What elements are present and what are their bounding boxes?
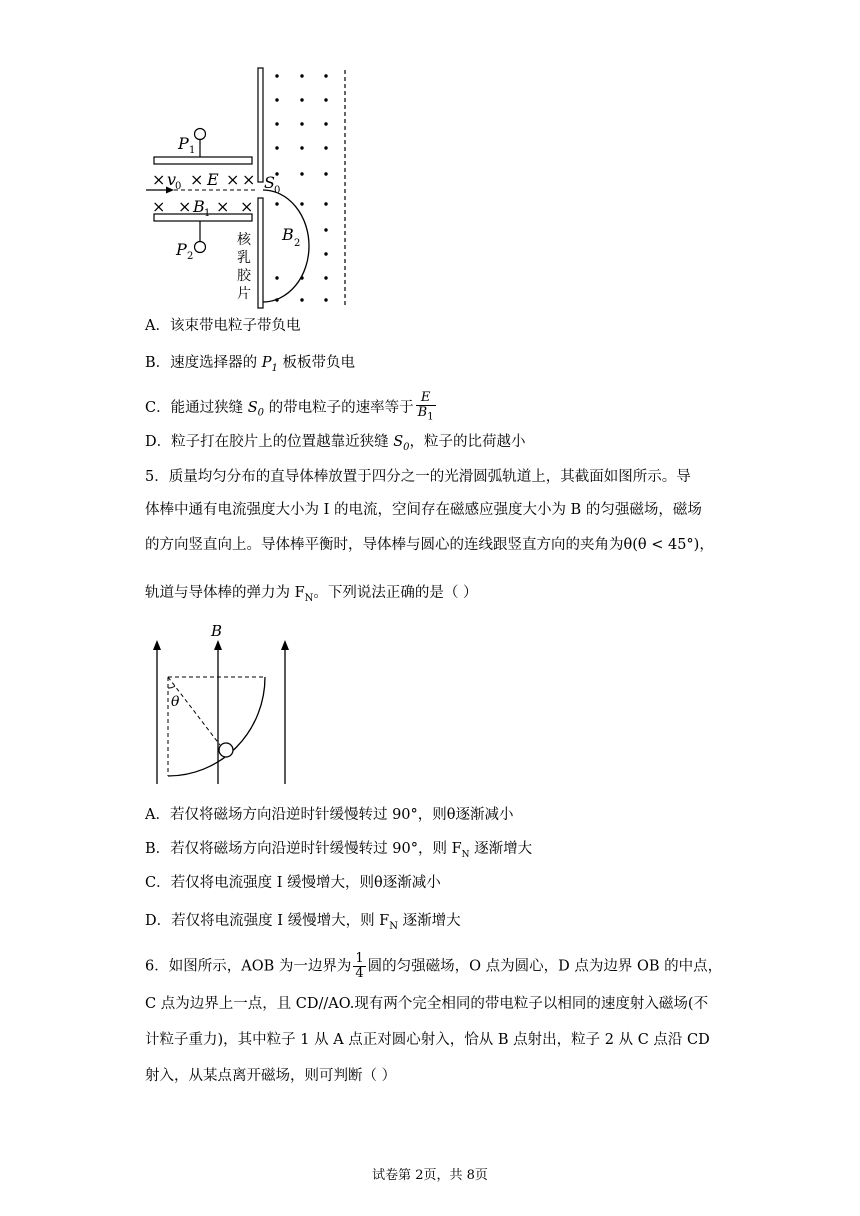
q6-stem-line-4: 射入，从某点离开磁场，则可判断（ ） <box>145 1068 397 1084</box>
cross-mark: × <box>226 170 240 189</box>
p1-label-sub: 1 <box>189 145 196 156</box>
b2-label: B <box>282 225 294 244</box>
field-b-label: B <box>211 622 223 640</box>
b1-label: B <box>193 197 205 216</box>
q6-stem-line-2: C 点为边界上一点，且 CD//AO.现有两个完全相同的带电粒子以相同的速度射入磁场(不 <box>145 996 709 1012</box>
speed-fraction: $\frac{E}{B_1}$ <box>417 390 434 423</box>
p1-label: P <box>178 134 189 153</box>
q5-stem-line-4: 轨道与导体棒的弹力为 $F_N$。下列说法正确的是（ ） <box>145 585 478 604</box>
q5-option-c: C．若仅将电流强度 I 缓慢增大，则θ逐渐减小 <box>145 875 441 891</box>
film-plate-lower <box>258 198 263 308</box>
cross-mark: × <box>190 170 204 189</box>
q4-option-d: D．粒子打在胶片上的位置越靠近狭缝 $S_0$，粒子的比荷越小 <box>145 434 526 453</box>
field-arrow-left <box>153 640 161 650</box>
p1-terminal <box>195 129 206 140</box>
quarter-arc-track <box>168 677 265 776</box>
field-arrow-middle <box>214 640 222 650</box>
velocity-selector-figure <box>140 62 360 314</box>
q5-option-d: D．若仅将电流强度 I 缓慢增大，则 $F_N$ 逐渐增大 <box>145 913 461 932</box>
b2-label-sub: 2 <box>294 238 301 249</box>
q5-stem-line-1: 5．质量均匀分布的直导体棒放置于四分之一的光滑圆弧轨道上，其截面如图所示。导 <box>145 469 691 485</box>
cross-mark: × <box>242 170 256 189</box>
q6-stem-line-3: 计粒子重力)，其中粒子 1 从 A 点正对圆心射入，恰从 B 点射出，粒子 2 从 C 点沿 CD <box>145 1032 710 1048</box>
film-label: 核 <box>237 232 251 248</box>
film-label: 胶 <box>237 268 251 284</box>
rod-radius-dashed <box>168 677 220 745</box>
cross-mark: × <box>240 197 254 216</box>
q5-stem-line-3: 的方向竖直向上。导体棒平衡时，导体棒与圆心的连线跟竖直方向的夹角为θ(θ < 45°)， <box>145 537 714 553</box>
conductor-rod <box>219 743 233 757</box>
theta-label: θ <box>171 694 180 710</box>
q4-option-a: A．该束带电粒子带负电 <box>145 318 301 334</box>
q6-stem-line-1: 6．如图所示，AOB 为一边界为 $\frac{1}{4}$ 圆的匀强磁场，O 点为圆心，D 点为边界 OB 的中点， <box>145 951 723 981</box>
cross-mark: × <box>152 170 166 189</box>
q5-stem-line-2: 体棒中通有电流强度大小为 I 的电流，空间存在磁感应强度大小为 B 的匀强磁场，磁场 <box>145 502 702 518</box>
e-label: E <box>207 170 219 189</box>
q4-option-b: B．速度选择器的 $P_1$ 板板带负电 <box>145 355 356 374</box>
v0-label-sub: 0 <box>175 181 182 192</box>
page-footer: 试卷第 2页，共 8页 <box>372 1168 488 1183</box>
q5-option-a: A．若仅将磁场方向沿逆时针缓慢转过 90°，则θ逐渐减小 <box>145 807 514 823</box>
p2-label: P <box>176 240 187 259</box>
particle-trajectory-arc <box>263 190 309 302</box>
s0-label: S <box>264 173 275 192</box>
field-arrow-right <box>281 640 289 650</box>
cross-mark: × <box>178 197 192 216</box>
q4-option-c: C．能通过狭缝 $S_0$ 的带电粒子的速率等于 $\frac{E}{B_1}$ <box>145 390 434 423</box>
magnetic-field-dots <box>275 74 327 301</box>
film-label: 乳 <box>237 250 251 266</box>
q5-option-b: B．若仅将磁场方向沿逆时针缓慢转过 90°，则 $F_N$ 逐渐增大 <box>145 841 533 860</box>
selector-plate-top <box>154 157 252 164</box>
p2-terminal <box>195 242 206 253</box>
cross-mark: × <box>152 197 166 216</box>
s0-label-sub: 0 <box>274 185 281 196</box>
b1-label-sub: 1 <box>204 208 211 219</box>
quarter-fraction: $\frac{1}{4}$ <box>355 951 364 981</box>
rod-on-arc-figure <box>140 618 300 788</box>
film-label: 片 <box>237 286 251 302</box>
film-plate-upper <box>258 68 263 182</box>
cross-mark: × <box>216 197 230 216</box>
p2-label-sub: 2 <box>187 251 194 262</box>
v0-label: v <box>167 170 177 189</box>
